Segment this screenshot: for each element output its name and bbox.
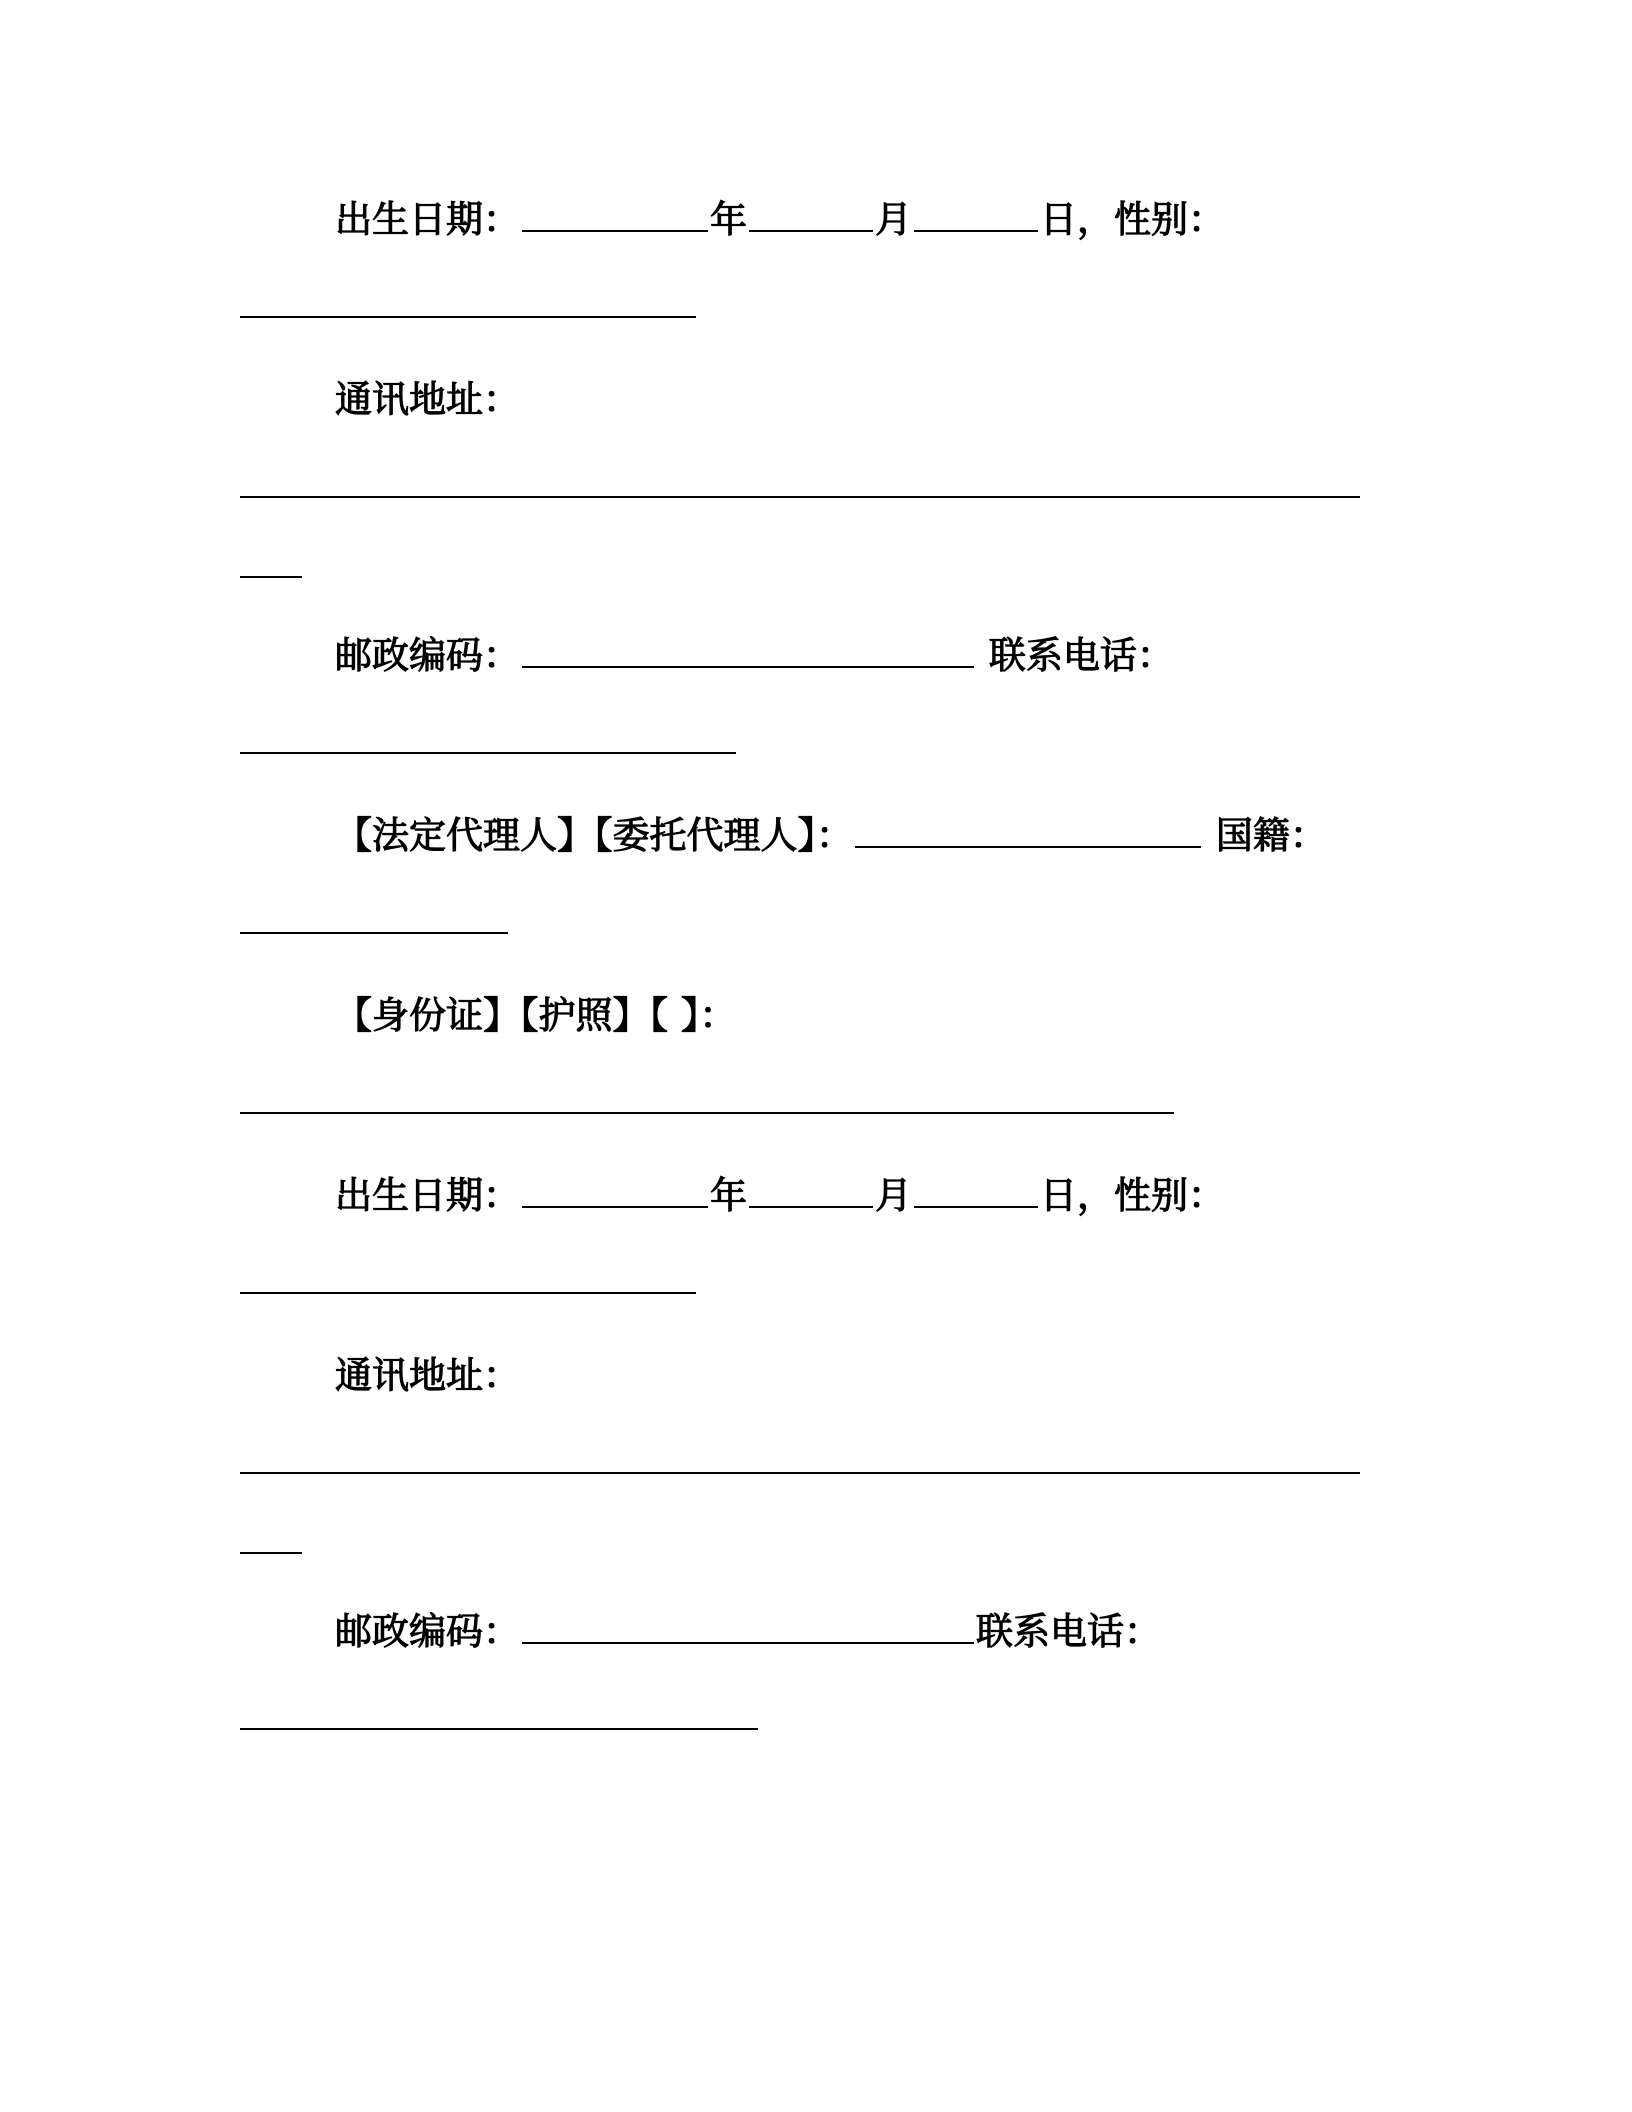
address-field-2-continued[interactable]	[240, 1552, 302, 1554]
month-label: 月	[875, 198, 912, 241]
birth-date-label: 出生日期：	[335, 1174, 520, 1217]
postal-code-field[interactable]	[522, 636, 974, 668]
year-label: 年	[710, 1174, 747, 1217]
month-label: 月	[875, 1174, 912, 1217]
address-field-1-continued[interactable]	[240, 576, 302, 578]
birth-month-field[interactable]	[749, 1176, 873, 1208]
address-row-1	[335, 376, 520, 424]
agent-name-field[interactable]	[855, 816, 1201, 848]
phone-field-1[interactable]	[240, 752, 736, 754]
postal-code-label: 邮政编码：	[335, 1610, 520, 1653]
postal-phone-row-2	[335, 1608, 1161, 1656]
year-label: 年	[710, 198, 747, 241]
address-label: 通讯地址：	[335, 1354, 520, 1397]
birth-year-field[interactable]	[522, 200, 708, 232]
postal-phone-row-1	[335, 632, 1174, 680]
id-type-label: 【身份证】【护照】【 】：	[335, 994, 737, 1037]
postal-code-label: 邮政编码：	[335, 634, 520, 677]
phone-label: 联系电话：	[976, 1610, 1161, 1653]
agent-row	[335, 812, 1327, 860]
nationality-label: 国籍：	[1215, 814, 1327, 857]
birth-date-row-1	[335, 196, 1225, 244]
address-label: 通讯地址：	[335, 378, 520, 421]
birth-date-label: 出生日期：	[335, 198, 520, 241]
birth-day-field[interactable]	[914, 1176, 1038, 1208]
agent-type-label: 【法定代理人】【委托代理人】：	[335, 814, 853, 857]
birth-month-field[interactable]	[749, 200, 873, 232]
birth-year-field[interactable]	[522, 1176, 708, 1208]
id-row	[335, 992, 736, 1040]
phone-label: 联系电话：	[988, 634, 1174, 677]
id-number-field[interactable]	[240, 1112, 1174, 1114]
birth-day-field[interactable]	[914, 200, 1038, 232]
postal-code-field[interactable]	[522, 1612, 974, 1644]
address-row-2	[335, 1352, 520, 1400]
phone-field-2[interactable]	[240, 1728, 758, 1730]
address-field-2[interactable]	[240, 1472, 1360, 1474]
gender-field-2[interactable]	[240, 1292, 696, 1294]
day-gender-label: 日，性别：	[1040, 1174, 1225, 1217]
nationality-field[interactable]	[240, 932, 508, 934]
gender-field-1[interactable]	[240, 316, 696, 318]
birth-date-row-2	[335, 1172, 1225, 1220]
address-field-1[interactable]	[240, 496, 1360, 498]
day-gender-label: 日，性别：	[1040, 198, 1225, 241]
